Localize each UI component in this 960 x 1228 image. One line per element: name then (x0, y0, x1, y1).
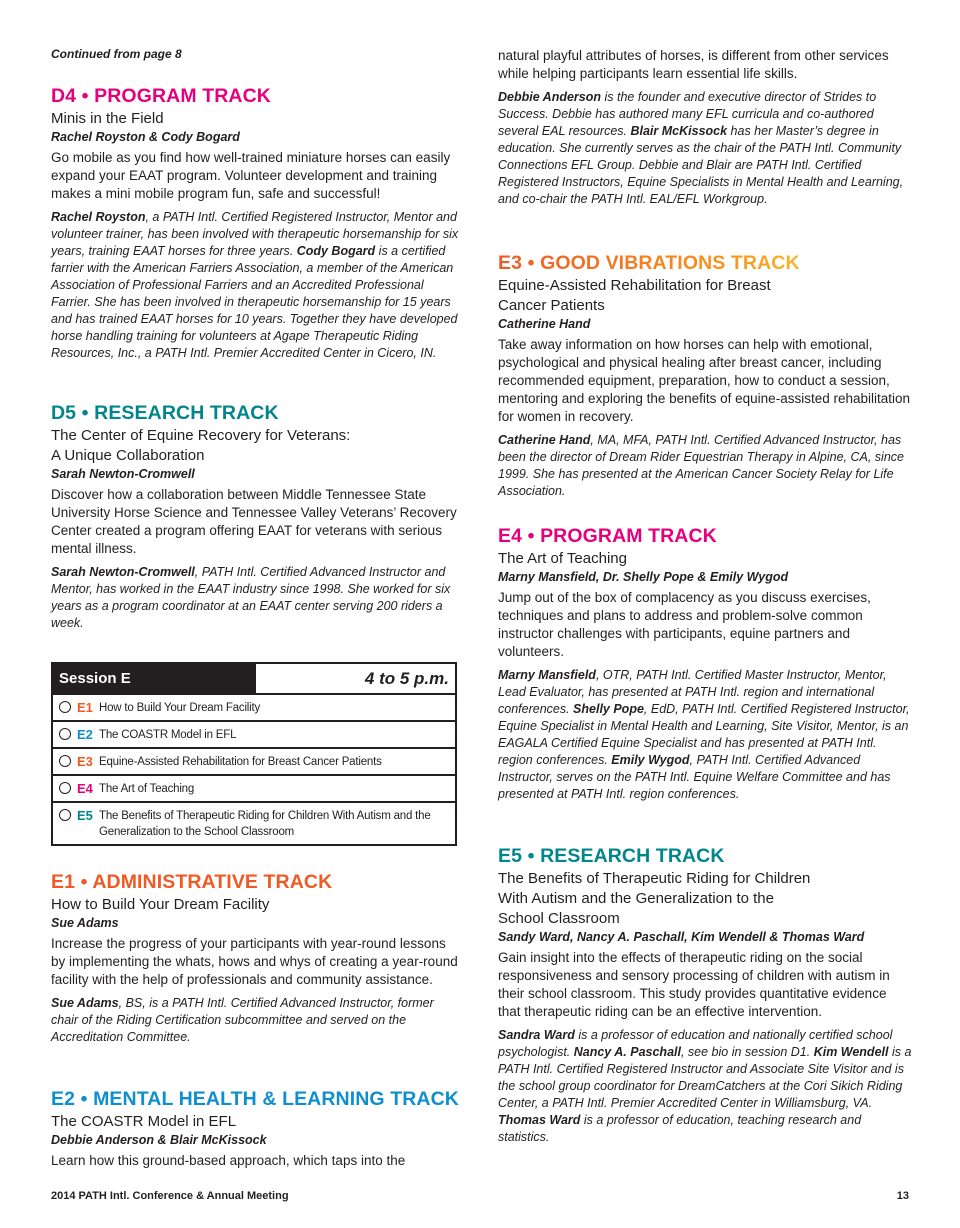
track-heading (51, 870, 461, 894)
bio-name: Catherine Hand (498, 433, 591, 447)
radio-circle-icon[interactable] (59, 809, 71, 821)
session-code: D4 (51, 85, 77, 107)
separator: • (527, 525, 535, 547)
bio-name: Debbie Anderson (498, 90, 602, 104)
session-title (51, 426, 461, 466)
bio-text: is a PATH Intl. Certified Registered Instructor and Associate Site Visitor and is the school group coordinator for DreamCatchers at the Cori Sikich Riding Center, a PATH Intl. Premier Accredited Center in Williamsburg, VA. (498, 1045, 912, 1110)
bio-text: , see bio in session D1. (680, 1045, 814, 1059)
bio-name: Emily Wygod (611, 753, 690, 767)
session-e-schedule-box (51, 662, 457, 846)
track-heading (498, 251, 912, 275)
session-title: The COASTR Model in EFL (51, 1113, 237, 1130)
session-option[interactable] (53, 722, 455, 749)
speaker-bio (498, 89, 912, 208)
track-name: RESEARCH TRACK (94, 402, 279, 424)
bio-name: Sarah Newton-Cromwell (51, 565, 195, 579)
speaker-bio (498, 1027, 912, 1146)
radio-circle-icon[interactable] (59, 755, 71, 767)
radio-circle-icon[interactable] (59, 701, 71, 713)
speaker-bio (51, 995, 461, 1046)
bio-text: is a certified farrier with the American Farriers Association, a member of the American Association of Professional Farriers and an Accredited Professional Farrier. She has been involved in therapeutic horsemanship for 15 years and has trained EAAT horses for 10 years. Together they have developed horse handling training for volunteers at Agape Therapeutic Riding Resources, Inc., a PATH Intl. Premier Accredited Center in Cicero, IN. (51, 244, 458, 360)
session-box-name: Session E (53, 664, 256, 693)
session-speakers: Catherine Hand (498, 317, 591, 331)
session-option[interactable] (53, 803, 455, 844)
session-description: Take away information on how horses can help with emotional, psychological and physical healing after breast cancer, including recommended equipment, preparation, how to conduct a session, mentoring and exploring the benefits of equine-assisted rehabilitation for women in recovery. (498, 337, 911, 424)
speaker-bio (498, 667, 912, 803)
session-code: E4 (498, 525, 523, 547)
separator: • (81, 85, 89, 107)
session-code: E3 (498, 252, 523, 274)
bio-text: , a PATH Intl. Certified Registered Instructor, Mentor and volunteer trainer, has been involved with therapeutic horsemanship for six years, training EAAT horses for three years. (51, 210, 459, 258)
session-box-time: 4 to 5 p.m. (364, 669, 449, 688)
bio-name: Sandra Ward (498, 1028, 575, 1042)
option-code: E5 (77, 808, 93, 823)
bio-name: Marny Mansfield (498, 668, 596, 682)
session-title-line: A Unique Collaboration (51, 447, 205, 464)
bio-text: , PATH Intl. Certified Advanced Instructor and Mentor, has worked in the EAAT industry since 1998. She worked for six years as a program coordinator at an EAAT center serving 200 riders a week. (51, 565, 451, 630)
bio-text: is a professor of education, teaching research and statistics. (498, 1113, 862, 1144)
bio-text: , BS, is a PATH Intl. Certified Advanced Instructor, former chair of the Riding Certification subcommittee and served on the Accreditation Committee. (51, 996, 434, 1044)
option-code: E3 (77, 754, 93, 769)
radio-circle-icon[interactable] (59, 782, 71, 794)
bio-name: Nancy A. Paschall (573, 1045, 681, 1059)
session-description: Jump out of the box of complacency as you discuss exercises, techniques and plans to address and problem-solve common instructor challenges with participants, equine partners and volunteers. (498, 590, 871, 659)
session-title (498, 869, 912, 929)
track-name: GOOD VIBRATIONS TRACK (540, 252, 800, 274)
session-d4 (51, 84, 461, 362)
session-title-line: School Classroom (498, 910, 620, 927)
session-speakers: Debbie Anderson & Blair McKissock (51, 1133, 267, 1147)
option-code: E1 (77, 700, 93, 715)
bio-text: , MA, MFA, PATH Intl. Certified Advanced Instructor, has been the director of Dream Rider Equestrian Therapy in Alpine, CA, since 1999. She has presented at the American Cancer Society Relay for Life Association. (498, 433, 904, 498)
track-heading (51, 1087, 461, 1111)
track-heading (498, 524, 912, 548)
speaker-bio (51, 564, 461, 632)
track-heading (498, 844, 912, 868)
session-title: The Art of Teaching (498, 550, 627, 567)
separator: • (81, 402, 89, 424)
continued-note: Continued from page 8 (51, 47, 182, 61)
speaker-bio (51, 209, 461, 362)
session-title-line: Cancer Patients (498, 297, 605, 314)
option-label: The COASTR Model in EFL (99, 729, 237, 741)
bio-name: Sue Adams (51, 996, 119, 1010)
track-name: RESEARCH TRACK (540, 845, 725, 867)
radio-circle-icon[interactable] (59, 728, 71, 740)
speaker-bio (498, 432, 912, 500)
session-e3 (498, 251, 912, 500)
session-d5 (51, 401, 461, 632)
session-speakers: Sue Adams (51, 916, 119, 930)
option-label: The Art of Teaching (99, 783, 195, 795)
separator: • (527, 252, 535, 274)
track-heading (51, 84, 461, 108)
bio-name: Cody Bogard (296, 244, 376, 258)
session-title (498, 276, 912, 316)
separator: • (527, 845, 535, 867)
session-description: Learn how this ground-based approach, which taps into the (51, 1153, 406, 1168)
session-e1 (51, 870, 461, 1046)
session-option[interactable] (53, 776, 455, 803)
session-e2-continued (498, 47, 912, 208)
bio-text: , OTR, PATH Intl. Certified Master Instructor, Mentor, Lead Evaluator, has presented at PATH Intl. region and international conferences. (498, 668, 887, 716)
session-e4 (498, 524, 912, 803)
bio-name: Blair McKissock (630, 124, 728, 138)
track-name: PROGRAM TRACK (540, 525, 717, 547)
session-code: E1 (51, 871, 76, 893)
session-description: Gain insight into the effects of therapeutic riding on the social responsiveness and sensory processing of children with autism in their school classroom. This study provides quantitative evidence that therapeutic riding can be an effective intervention. (498, 950, 890, 1019)
option-label: Equine-Assisted Rehabilitation for Breast Cancer Patients (99, 756, 382, 768)
option-label: How to Build Your Dream Facility (99, 702, 261, 714)
session-e5 (498, 844, 912, 1146)
session-description: Increase the progress of your participants with year-round lessons by implementing the whats, hows and whys of creating a year-round facility with the help of professionals and community assistance. (51, 936, 458, 987)
bio-text: is a professor of education and nationally certified school psychologist. (498, 1028, 893, 1059)
session-speakers: Sarah Newton-Cromwell (51, 467, 195, 481)
session-description: Discover how a collaboration between Middle Tennessee State University Horse Science and Tennessee Valley Veterans’ Recovery Center created a program offering EAAT for veterans with serious mental illness. (51, 487, 457, 556)
session-option[interactable] (53, 695, 455, 722)
bio-name: Shelly Pope (573, 702, 644, 716)
session-code: E2 (51, 1088, 76, 1110)
track-heading (51, 401, 461, 425)
bio-text: , EdD, PATH Intl. Certified Registered Instructor, Equine Specialist in Mental Health and Learning, Site Visitor, Mentor, is an EAGALA Certified Equine Specialist and has presented at PATH Intl. region conferences. (498, 702, 910, 767)
option-code: E4 (77, 781, 93, 796)
session-description: natural playful attributes of horses, is different from other services while helping participants learn essential life skills. (498, 48, 889, 81)
session-e2 (51, 1087, 461, 1170)
page-number: 13 (896, 1190, 909, 1202)
session-title-line: With Autism and the Generalization to the (498, 890, 774, 907)
session-option[interactable] (53, 749, 455, 776)
separator: • (80, 871, 88, 893)
session-code: E5 (498, 845, 523, 867)
bio-name: Thomas Ward (498, 1113, 581, 1127)
separator: • (80, 1088, 88, 1110)
session-title: Minis in the Field (51, 110, 164, 127)
session-speakers: Sandy Ward, Nancy A. Paschall, Kim Wendell & Thomas Ward (498, 930, 865, 944)
option-label: The Benefits of Therapeutic Riding for Children With Autism and the Generalization to the School Classroom (99, 810, 431, 838)
bio-name: Kim Wendell (813, 1045, 889, 1059)
session-title-line: The Benefits of Therapeutic Riding for Children (498, 870, 811, 887)
bio-text: is the founder and executive director of Strides to Success. Debbie has authored many EFL curricula and co-authored several EAL resources. (498, 90, 877, 138)
bio-name: Rachel Royston (51, 210, 146, 224)
session-description: Go mobile as you find how well-trained miniature horses can easily expand your EAAT program. Volunteer development and training makes a mini mobile program fun, safe and successful! (51, 150, 451, 201)
session-speakers: Marny Mansfield, Dr. Shelly Pope & Emily Wygod (498, 570, 789, 584)
footer-publication: 2014 PATH Intl. Conference & Annual Meeting (51, 1190, 289, 1202)
track-name: PROGRAM TRACK (94, 85, 271, 107)
session-title-line: The Center of Equine Recovery for Veterans: (51, 427, 351, 444)
session-title: How to Build Your Dream Facility (51, 896, 270, 913)
option-code: E2 (77, 727, 93, 742)
session-code: D5 (51, 402, 77, 424)
session-speakers: Rachel Royston & Cody Bogard (51, 130, 240, 144)
bio-text: , PATH Intl. Certified Advanced Instructor, serves on the PATH Intl. Equine Welfare Committee and has presented at PATH Intl. region conferences. (498, 753, 891, 801)
track-name: ADMINISTRATIVE TRACK (92, 871, 333, 893)
session-box-header (53, 664, 455, 695)
track-name: MENTAL HEALTH & LEARNING TRACK (93, 1088, 459, 1110)
session-title-line: Equine-Assisted Rehabilitation for Breast (498, 277, 771, 294)
bio-text: has her Master’s degree in education. She currently serves as the chair of the PATH Intl. Community Connections EFL Group. Debbie and Blair are PATH Intl. Certified Registered Instructors, Equine Specialists in Mental Health and Learning, and co-chair the PATH Intl. EAL/EFL Workgroup. (498, 124, 904, 206)
